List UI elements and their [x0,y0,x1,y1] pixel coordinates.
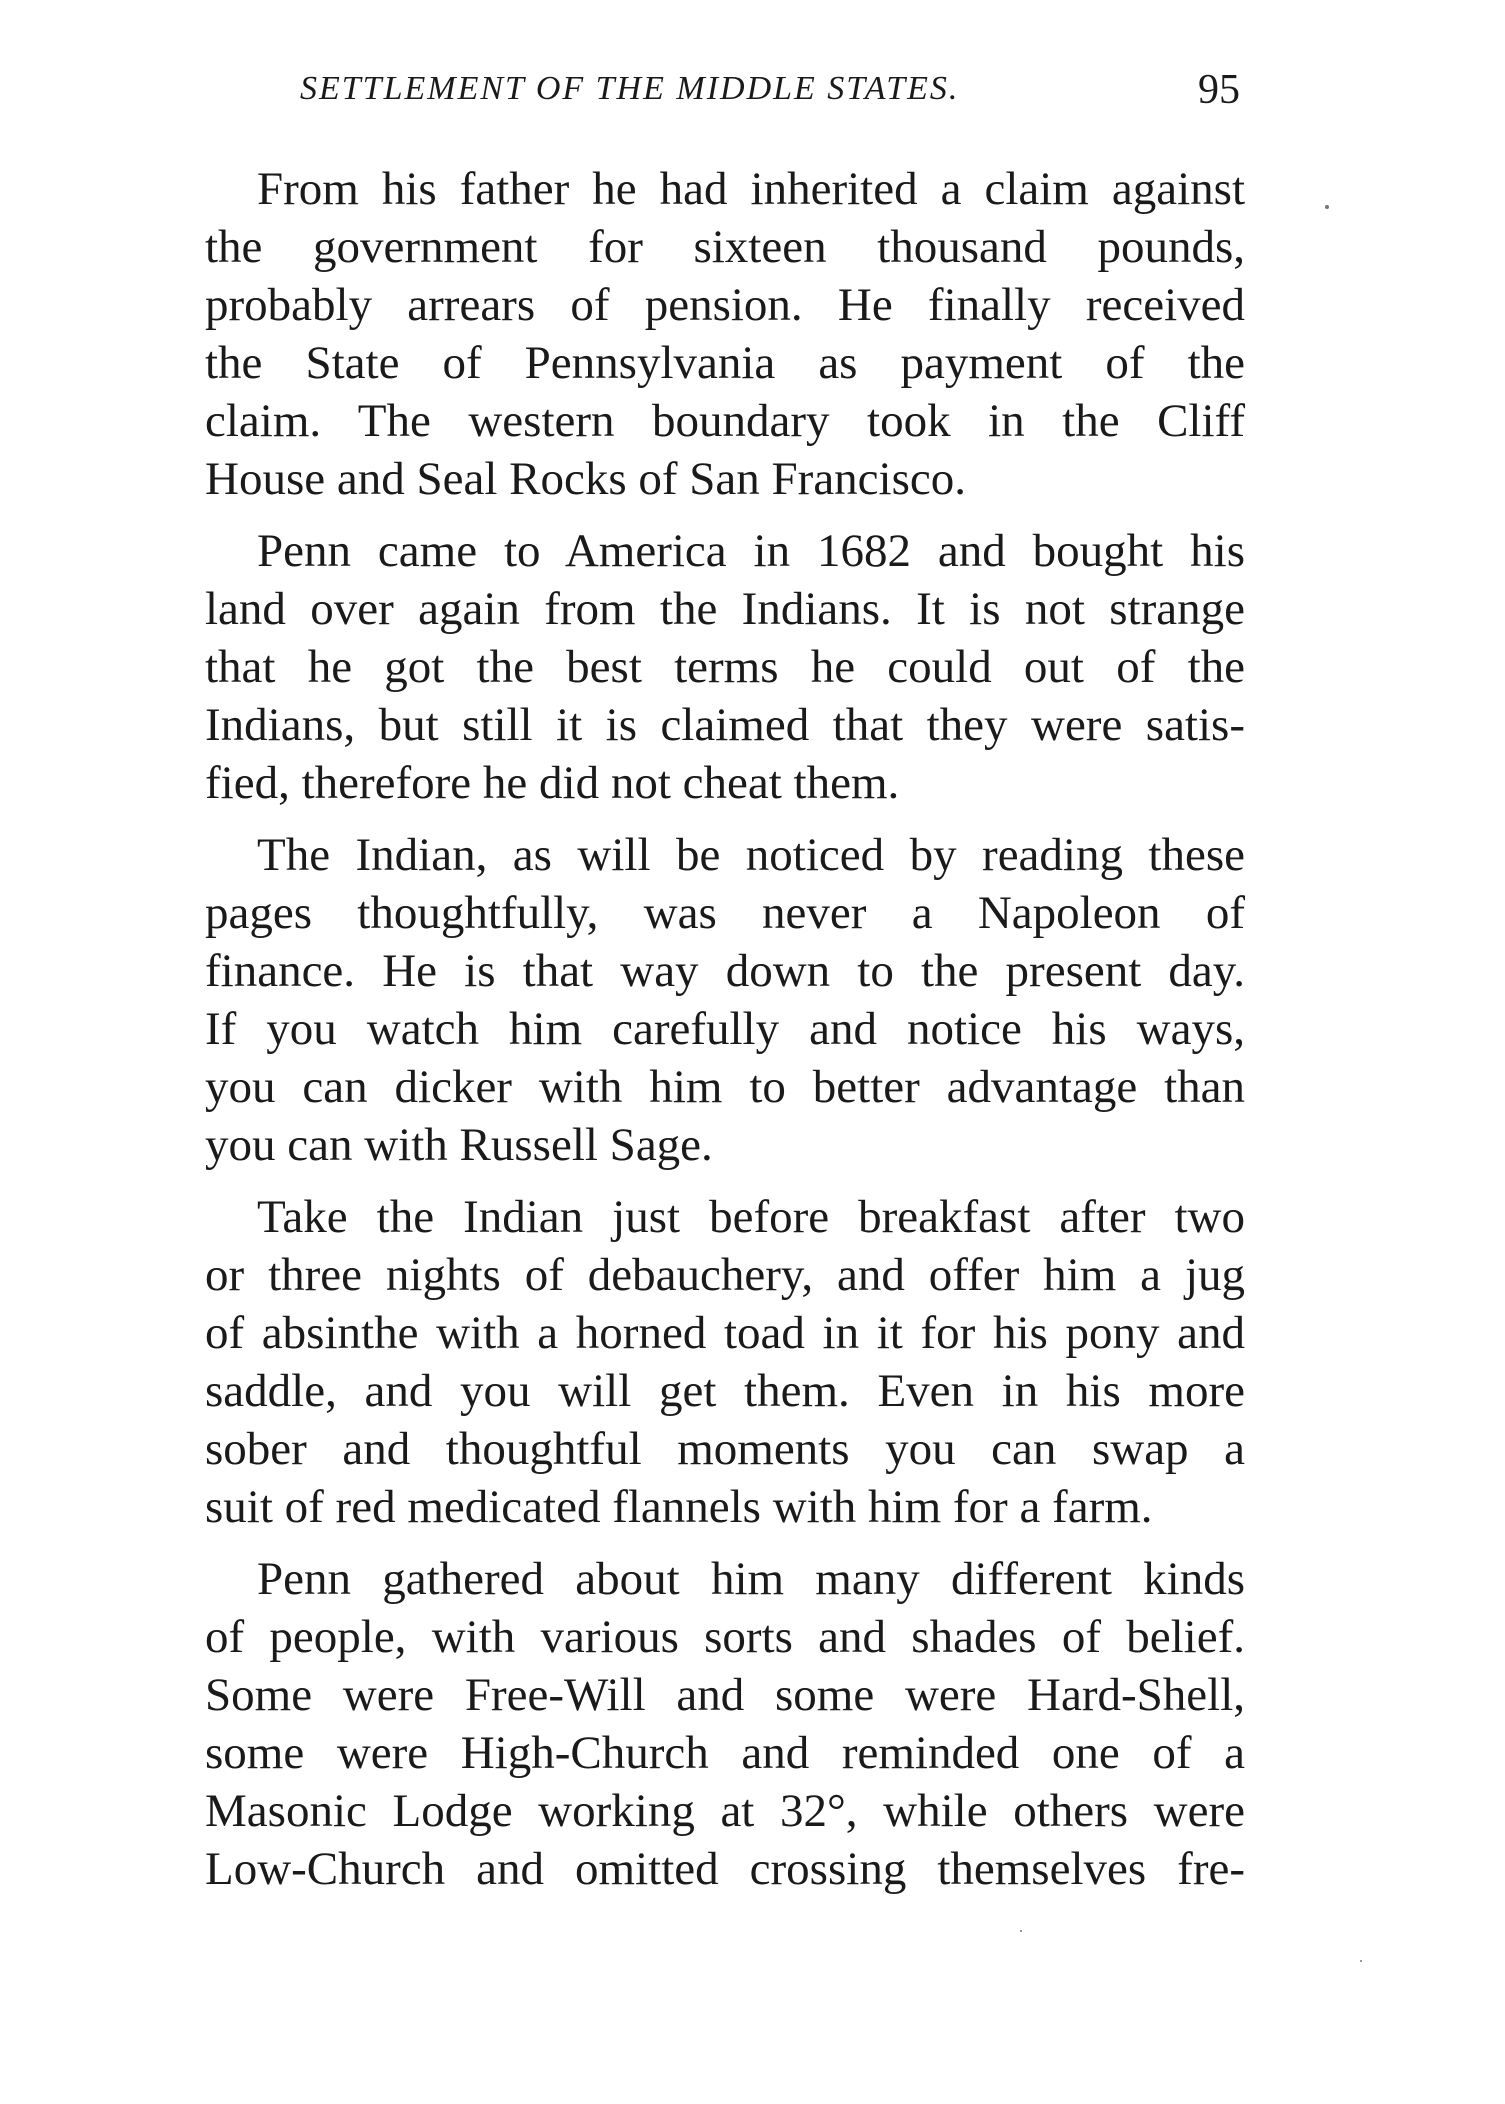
text-line: Some were Free-Will and some were Hard-Shell, [205,1669,1245,1721]
text-line: the government for sixteen thousand pounds, [205,221,1245,273]
text-line: sober and thoughtful moments you can swap a [205,1423,1245,1475]
scan-speck [1020,1930,1022,1932]
text-line: of people, with various sorts and shades of belief. [205,1611,1245,1663]
text-line: Masonic Lodge working at 32°, while others were [205,1785,1245,1837]
scan-speck [1325,205,1329,209]
text-line: finance. He is that way down to the present day. [205,945,1245,997]
text-line: or three nights of debauchery, and offer him a jug [205,1249,1245,1301]
page-number: 95 [1198,67,1240,113]
paragraph-1 [205,160,1245,508]
running-head: SETTLEMENT OF THE MIDDLE STATES. [300,70,960,107]
text-line: claim. The western boundary took in the Cliff [205,395,1245,447]
text-line: some were High-Church and reminded one of a [205,1727,1245,1779]
text-line: probably arrears of pension. He finally received [205,279,1245,331]
text-line: you can dicker with him to better advantage than [205,1061,1245,1113]
text-line: If you watch him carefully and notice his ways, [205,1003,1245,1055]
text-line: the State of Pennsylvania as payment of the [205,337,1245,389]
text-line: suit of red medicated flannels with him for a farm. [205,1481,1153,1533]
page-header [300,67,1240,130]
paragraph-5 [205,1550,1245,1898]
text-line: that he got the best terms he could out of the [205,641,1245,693]
text-line: you can with Russell Sage. [205,1119,713,1171]
text-line: of absinthe with a horned toad in it for his pony and [205,1307,1245,1359]
text-line: Indians, but still it is claimed that they were satis- [205,699,1245,751]
scan-speck [1360,1960,1362,1962]
text-line: Low-Church and omitted crossing themselves fre- [205,1843,1245,1895]
text-line: fied, therefore he did not cheat them. [205,757,900,809]
paragraph-4 [205,1188,1245,1536]
paragraph-3 [205,826,1245,1174]
text-line: The Indian, as will be noticed by reading these [257,829,1245,881]
text-line: House and Seal Rocks of San Francisco. [205,453,966,505]
body-text [205,160,1245,1912]
text-line: land over again from the Indians. It is not strange [205,583,1245,635]
paragraph-2 [205,522,1245,812]
text-line: pages thoughtfully, was never a Napoleon of [205,887,1245,939]
text-line: Penn gathered about him many different kinds [257,1553,1245,1605]
text-line: saddle, and you will get them. Even in his more [205,1365,1245,1417]
text-line: Take the Indian just before breakfast after two [257,1191,1245,1243]
text-line: Penn came to America in 1682 and bought his [257,525,1245,577]
text-line: From his father he had inherited a claim against [257,163,1245,215]
